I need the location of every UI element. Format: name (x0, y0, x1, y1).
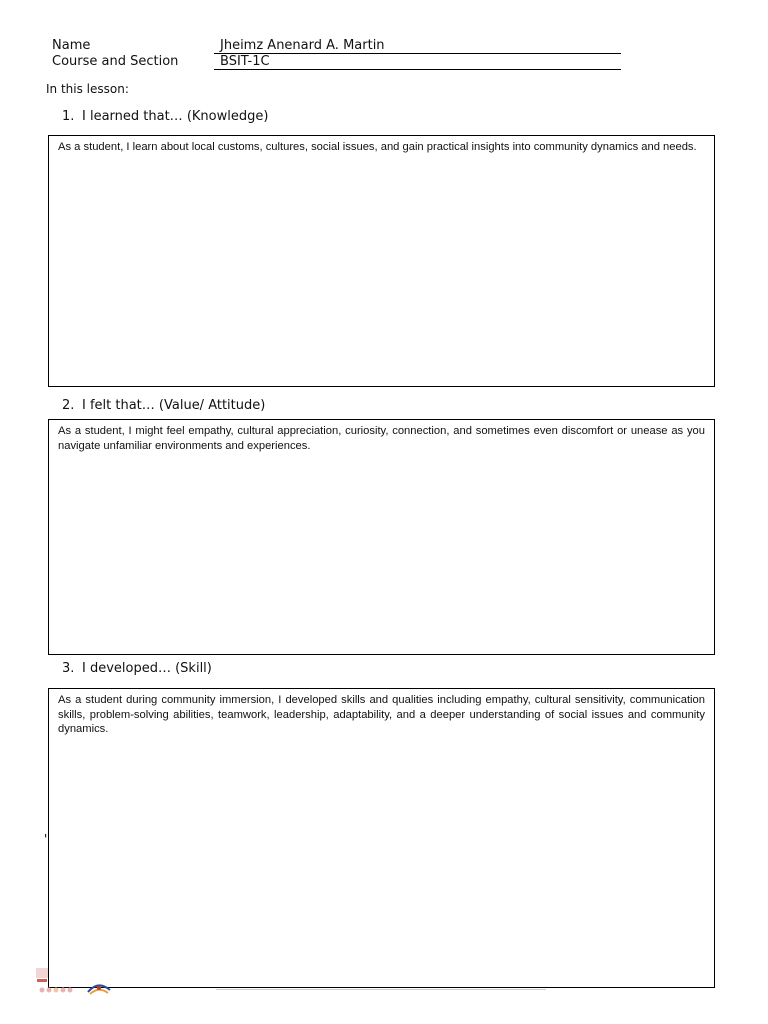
question-1-number: 1. (62, 109, 75, 124)
answer-box-knowledge (48, 135, 715, 387)
question-2-number: 2. (62, 398, 75, 413)
answer-box-skill (48, 688, 715, 988)
question-3-prompt: I developed… (Skill) (82, 661, 212, 676)
answer-box-value-attitude (48, 419, 715, 655)
name-label: Name (52, 38, 91, 53)
name-value: Jheimz Anenard A. Martin (214, 38, 621, 54)
school-logo-icon (36, 968, 120, 998)
footer-divider (216, 989, 546, 990)
question-2-prompt: I felt that… (Value/ Attitude) (82, 398, 266, 413)
margin-mark: ' (44, 832, 48, 846)
question-3-number: 3. (62, 661, 75, 676)
question-3-heading (62, 661, 212, 676)
course-section-value: BSIT-1C (214, 54, 621, 70)
answer-1-text: As a student, I learn about local customs, cultures, social issues, and gain practical insights into community dynamics and needs. (58, 141, 697, 153)
question-2-heading (62, 398, 265, 413)
question-1-prompt: I learned that… (Knowledge) (82, 109, 269, 124)
answer-3-text: As a student during community immersion, I developed skills and qualities including empathy, cultural sensitivity, communication skills, problem-solving abilities, teamwork, leadership, adaptability, and a deeper understanding of social issues and community dynamics. (58, 694, 705, 735)
course-section-label: Course and Section (52, 54, 179, 69)
question-1-heading (62, 109, 268, 124)
lesson-intro: In this lesson: (46, 82, 129, 96)
answer-2-text: As a student, I might feel empathy, cultural appreciation, curiosity, connection, and sometimes even discomfort or unease as you navigate unfamiliar environments and experiences. (58, 425, 705, 452)
